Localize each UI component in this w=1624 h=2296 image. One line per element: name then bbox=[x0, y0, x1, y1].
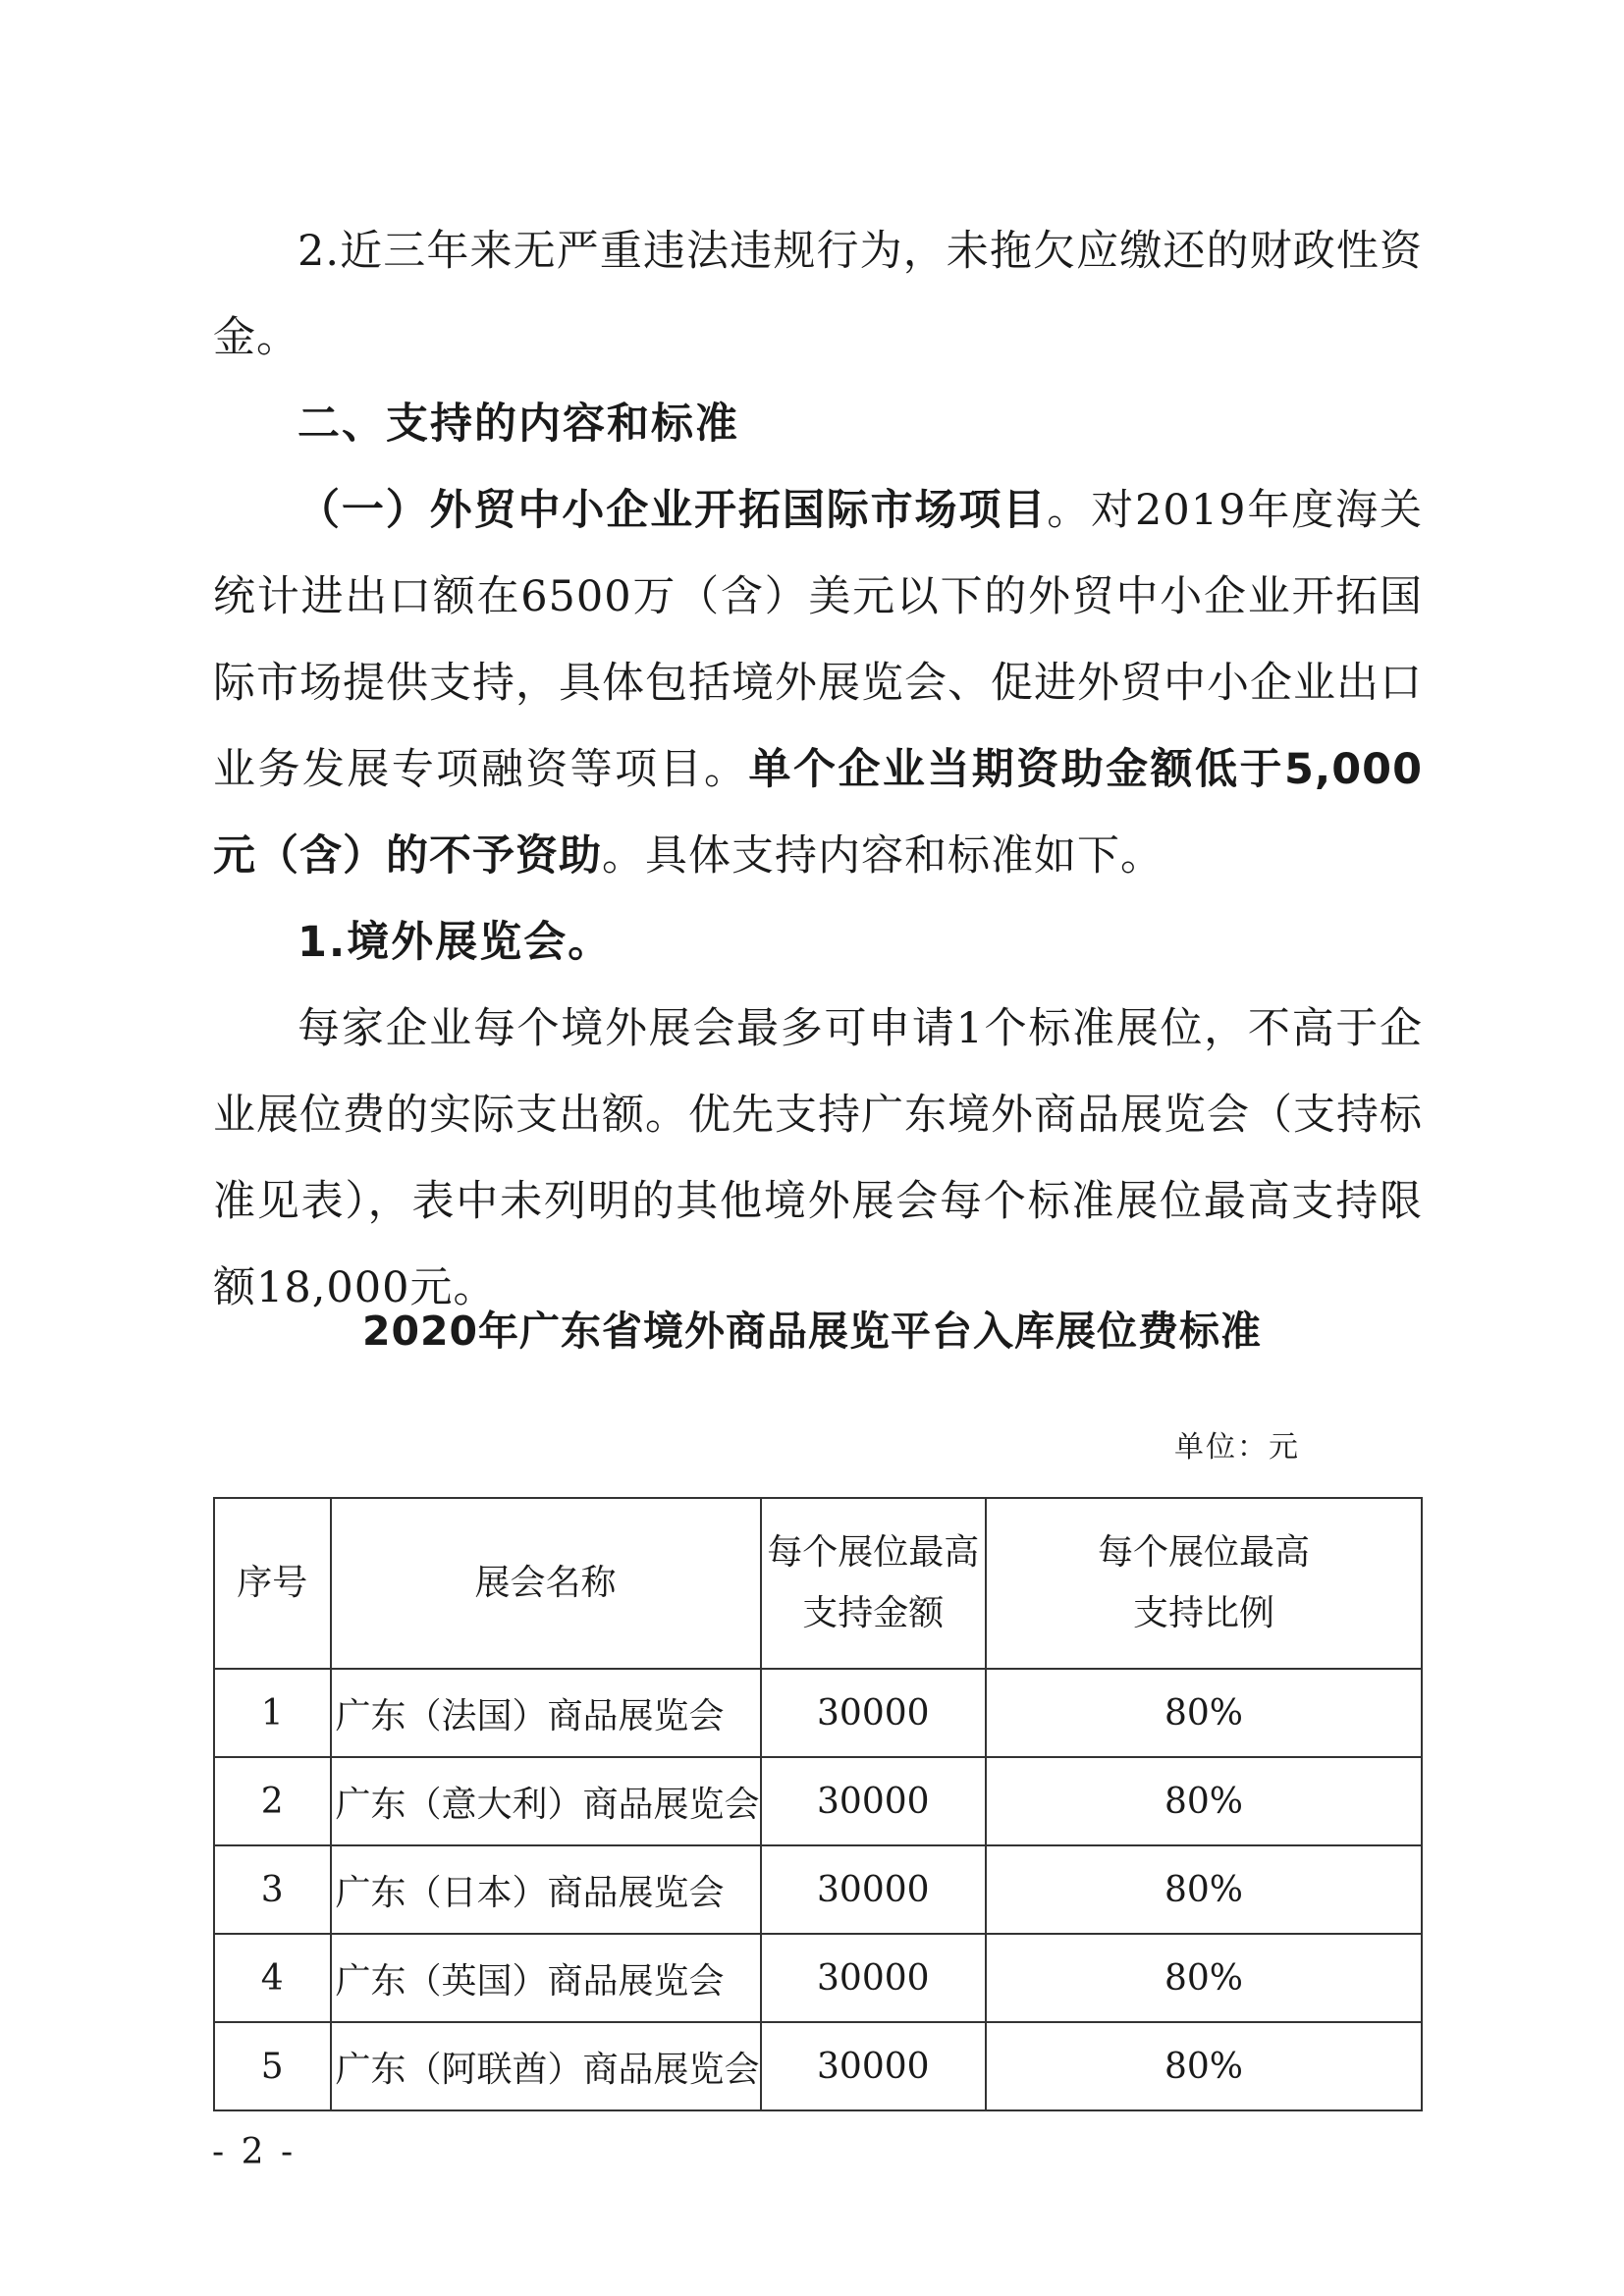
table-unit-label: 单位：元 bbox=[1174, 1430, 1300, 1465]
subsection-heading-overseas-exhibitions: 1.境外展览会。 bbox=[298, 918, 613, 967]
table-title: 2020年广东省境外商品展览平台入库展位费标准 bbox=[361, 1308, 1263, 1355]
project-1-description: 。对2019年度海关统计进出口额在6500万（含）美元以下的外贸中小企业开拓国际市场提供支持，具体包括境外展览会、促进外贸中小企业出口业务发展专项融资等项目。 bbox=[213, 486, 1423, 794]
header-max-ratio: 每个展位最高 支持比例 bbox=[986, 1498, 1422, 1669]
paragraph-eligibility-2: 2.近三年来无严重违法违规行为，未拖欠应缴还的财政性资金。 bbox=[213, 227, 1423, 362]
header-exhibition-name: 展会名称 bbox=[331, 1498, 761, 1669]
body-text bbox=[213, 208, 1423, 1331]
cell-serial-number: 2 bbox=[214, 1757, 331, 1845]
booth-fee-standard-table bbox=[213, 1497, 1423, 2111]
cell-exhibition-name: 广东（法国）商品展览会 bbox=[331, 1669, 761, 1757]
cell-serial-number: 5 bbox=[214, 2022, 331, 2110]
project-1-closing: 。具体支持内容和标准如下。 bbox=[602, 831, 1164, 881]
table-row bbox=[214, 1757, 1422, 1845]
paragraph-project-1 bbox=[213, 467, 1423, 899]
cell-exhibition-name: 广东（日本）商品展览会 bbox=[331, 1845, 761, 1934]
project-1-title: （一）外贸中小企业开拓国际市场项目 bbox=[298, 486, 1048, 535]
cell-exhibition-name: 广东（意大利）商品展览会 bbox=[331, 1757, 761, 1845]
cell-serial-number: 4 bbox=[214, 1934, 331, 2022]
cell-serial-number: 3 bbox=[214, 1845, 331, 1934]
table-row bbox=[214, 2022, 1422, 2110]
header-max-amount: 每个展位最高 支持金额 bbox=[761, 1498, 987, 1669]
cell-max-ratio: 80% bbox=[986, 1845, 1422, 1934]
page-number: - 2 - bbox=[212, 2132, 297, 2172]
cell-serial-number: 1 bbox=[214, 1669, 331, 1757]
table-header-row bbox=[214, 1498, 1422, 1669]
cell-max-ratio: 80% bbox=[986, 2022, 1422, 2110]
cell-max-ratio: 80% bbox=[986, 1669, 1422, 1757]
cell-max-amount: 30000 bbox=[761, 1757, 987, 1845]
minimum-funding-rule: 单个企业当期资助金额低于5,000元（含）的不予资助 bbox=[213, 745, 1424, 881]
paragraph-exhibition-support: 每家企业每个境外展会最多可申请1个标准展位，不高于企业展位费的实际支出额。优先支持广东境外商品展览会（支持标准见表），表中未列明的其他境外展会每个标准展位最高支持限额18,000元。 bbox=[213, 1004, 1423, 1312]
cell-max-amount: 30000 bbox=[761, 2022, 987, 2110]
cell-max-amount: 30000 bbox=[761, 1934, 987, 2022]
cell-max-amount: 30000 bbox=[761, 1669, 987, 1757]
table-row bbox=[214, 1669, 1422, 1757]
cell-max-amount: 30000 bbox=[761, 1845, 987, 1934]
section-heading-2: 二、支持的内容和标准 bbox=[298, 400, 739, 449]
cell-exhibition-name: 广东（阿联酋）商品展览会 bbox=[331, 2022, 761, 2110]
table-row bbox=[214, 1845, 1422, 1934]
table-row bbox=[214, 1934, 1422, 2022]
cell-max-ratio: 80% bbox=[986, 1757, 1422, 1845]
header-serial-number: 序号 bbox=[214, 1498, 331, 1669]
cell-exhibition-name: 广东（英国）商品展览会 bbox=[331, 1934, 761, 2022]
cell-max-ratio: 80% bbox=[986, 1934, 1422, 2022]
